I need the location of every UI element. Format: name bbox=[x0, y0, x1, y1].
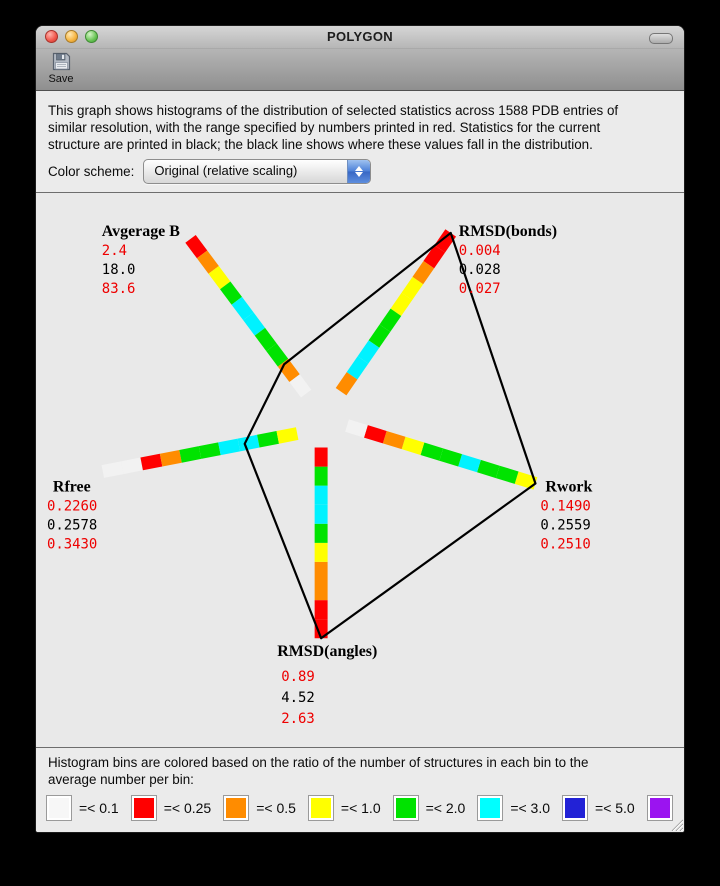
toolbar-toggle-button[interactable] bbox=[649, 33, 673, 44]
axis-rfree-bin bbox=[161, 456, 180, 460]
legend-bin-swatch bbox=[477, 795, 503, 821]
axis-avg_b-value: 83.6 bbox=[101, 280, 136, 297]
axis-rwork-bin bbox=[517, 478, 536, 484]
polygon-plot bbox=[36, 193, 684, 747]
axis-rmsd_bonds-bin bbox=[418, 265, 429, 281]
axis-avg_b-bin bbox=[260, 332, 272, 347]
legend-bin-swatch bbox=[393, 795, 419, 821]
axis-rwork-bin bbox=[479, 466, 498, 472]
axis-rmsd_bonds-value: 0.004 bbox=[458, 242, 501, 259]
plot-panel bbox=[36, 193, 684, 747]
axis-rwork-bin bbox=[404, 443, 423, 449]
color-scheme-dropdown[interactable] bbox=[143, 159, 371, 184]
axis-avg_b-label: Avgerage B bbox=[101, 222, 180, 240]
legend-panel bbox=[36, 747, 684, 832]
axis-rmsd_bonds-bin bbox=[341, 376, 352, 392]
axis-avg_b-value: 2.4 bbox=[101, 242, 127, 259]
axis-rfree-bin bbox=[142, 460, 161, 464]
axis-rmsd_bonds-bin bbox=[385, 312, 396, 328]
axis-rwork-label: Rwork bbox=[545, 478, 593, 496]
axis-rfree-bin bbox=[239, 441, 258, 445]
axis-avg_b-bin bbox=[271, 347, 283, 362]
save-button[interactable] bbox=[44, 51, 78, 88]
axis-rmsd_bonds-value: 0.028 bbox=[458, 261, 501, 278]
axis-rfree-bin bbox=[122, 464, 141, 468]
polygon-window bbox=[35, 25, 685, 833]
color-scheme-selected-value: Original (relative scaling) bbox=[154, 163, 298, 178]
axis-rmsd_angles-label: RMSD(angles) bbox=[277, 643, 378, 661]
description-panel bbox=[36, 91, 684, 193]
legend-bin-label: =< 3.0 bbox=[510, 800, 551, 816]
legend-bin bbox=[562, 795, 647, 821]
axis-rfree-value: 0.2260 bbox=[46, 498, 98, 515]
axis-avg_b-bin bbox=[295, 378, 307, 393]
legend-bin-label: =< 0.5 bbox=[256, 800, 296, 816]
axis-rmsd_bonds-bin bbox=[374, 328, 385, 344]
legend-bin-swatch bbox=[562, 795, 588, 821]
legend-bin-swatch bbox=[46, 795, 72, 821]
legend-bin-swatch bbox=[131, 795, 157, 821]
axis-rmsd_bonds-value: 0.027 bbox=[458, 280, 501, 297]
axis-rmsd_bonds-bin bbox=[407, 281, 418, 297]
description-line: structure are printed in black; the black line shows where these values fall in the distribution. bbox=[48, 137, 593, 152]
save-button-label: Save bbox=[48, 73, 74, 85]
legend-bin bbox=[393, 795, 478, 821]
axis-rmsd_bonds-bin bbox=[429, 249, 440, 265]
axis-rmsd_bonds-bin bbox=[352, 360, 363, 376]
axis-rmsd_bonds-bin bbox=[396, 296, 407, 312]
axis-rfree-bin bbox=[200, 449, 219, 453]
axis-rwork-bin bbox=[366, 431, 385, 437]
axis-rfree-label: Rfree bbox=[52, 478, 91, 496]
axis-rwork-bin bbox=[460, 460, 479, 466]
axis-avg_b-bin bbox=[202, 254, 214, 269]
legend-bins bbox=[46, 795, 685, 821]
axis-rfree-bin bbox=[181, 453, 200, 457]
axis-rwork-value: 0.1490 bbox=[540, 498, 591, 515]
axis-rmsd_angles-value: 2.63 bbox=[281, 711, 315, 728]
window-title: POLYGON bbox=[327, 29, 393, 44]
toolbar bbox=[36, 49, 684, 91]
color-scheme-row bbox=[48, 159, 371, 184]
axis-rwork-value: 0.2510 bbox=[540, 536, 591, 553]
color-scheme-label: Color scheme: bbox=[48, 164, 135, 179]
title-bar bbox=[36, 26, 684, 49]
axis-rfree-bin bbox=[258, 437, 277, 441]
axis-avg_b-bin bbox=[248, 316, 260, 331]
legend-bin-label: =< 0.1 bbox=[79, 800, 119, 816]
axis-avg_b-value: 18.0 bbox=[101, 261, 136, 278]
resize-grip[interactable] bbox=[669, 817, 683, 831]
axis-rfree-bin bbox=[278, 434, 297, 438]
axis-rmsd_angles-value: 0.89 bbox=[281, 669, 315, 686]
save-floppy-icon bbox=[51, 51, 72, 72]
description-line: This graph shows histograms of the distribution of selected statistics across 1588 PDB entries of bbox=[48, 103, 619, 118]
legend-bin bbox=[477, 795, 562, 821]
axis-rfree-bin bbox=[103, 468, 122, 472]
legend-bin-swatch bbox=[308, 795, 334, 821]
axis-avg_b-bin bbox=[191, 239, 203, 254]
legend-bin bbox=[223, 795, 308, 821]
axis-rmsd_angles-value: 4.52 bbox=[281, 690, 315, 707]
legend-bin-swatch bbox=[223, 795, 249, 821]
axis-rwork-bin bbox=[498, 472, 517, 478]
legend-bin bbox=[46, 795, 131, 821]
axis-avg_b-bin bbox=[225, 285, 237, 300]
axis-rwork-bin bbox=[347, 426, 366, 432]
axis-rwork-bin bbox=[422, 449, 441, 455]
axis-rfree-value: 0.2578 bbox=[46, 517, 98, 534]
legend-bin-label: =< 0.25 bbox=[163, 800, 212, 816]
legend-line: Histogram bins are colored based on the ratio of the number of structures in each bin to the bbox=[48, 755, 589, 770]
axis-rfree-bin bbox=[219, 445, 238, 449]
legend-bin bbox=[308, 795, 393, 821]
axis-rwork-bin bbox=[385, 437, 404, 443]
axis-avg_b-bin bbox=[214, 270, 226, 285]
description-line: similar resolution, with the range specified by numbers printed in red. Statistics for the current bbox=[48, 120, 601, 135]
axis-rwork-bin bbox=[441, 455, 460, 461]
axis-rfree-value: 0.3430 bbox=[46, 536, 98, 553]
axis-rwork-value: 0.2559 bbox=[540, 517, 591, 534]
axis-rmsd_bonds-label: RMSD(bonds) bbox=[458, 222, 558, 240]
legend-bin-label: =< 5.0 bbox=[595, 800, 635, 816]
legend-bin-label: =< 1.0 bbox=[340, 800, 381, 816]
axis-rmsd_bonds-bin bbox=[363, 344, 374, 360]
legend-bin bbox=[131, 795, 224, 821]
axis-avg_b-bin bbox=[237, 301, 249, 316]
dropdown-stepper-icon bbox=[347, 160, 370, 183]
legend-line: average number per bin: bbox=[48, 772, 194, 787]
legend-bin-label: =< 2.0 bbox=[425, 800, 466, 816]
